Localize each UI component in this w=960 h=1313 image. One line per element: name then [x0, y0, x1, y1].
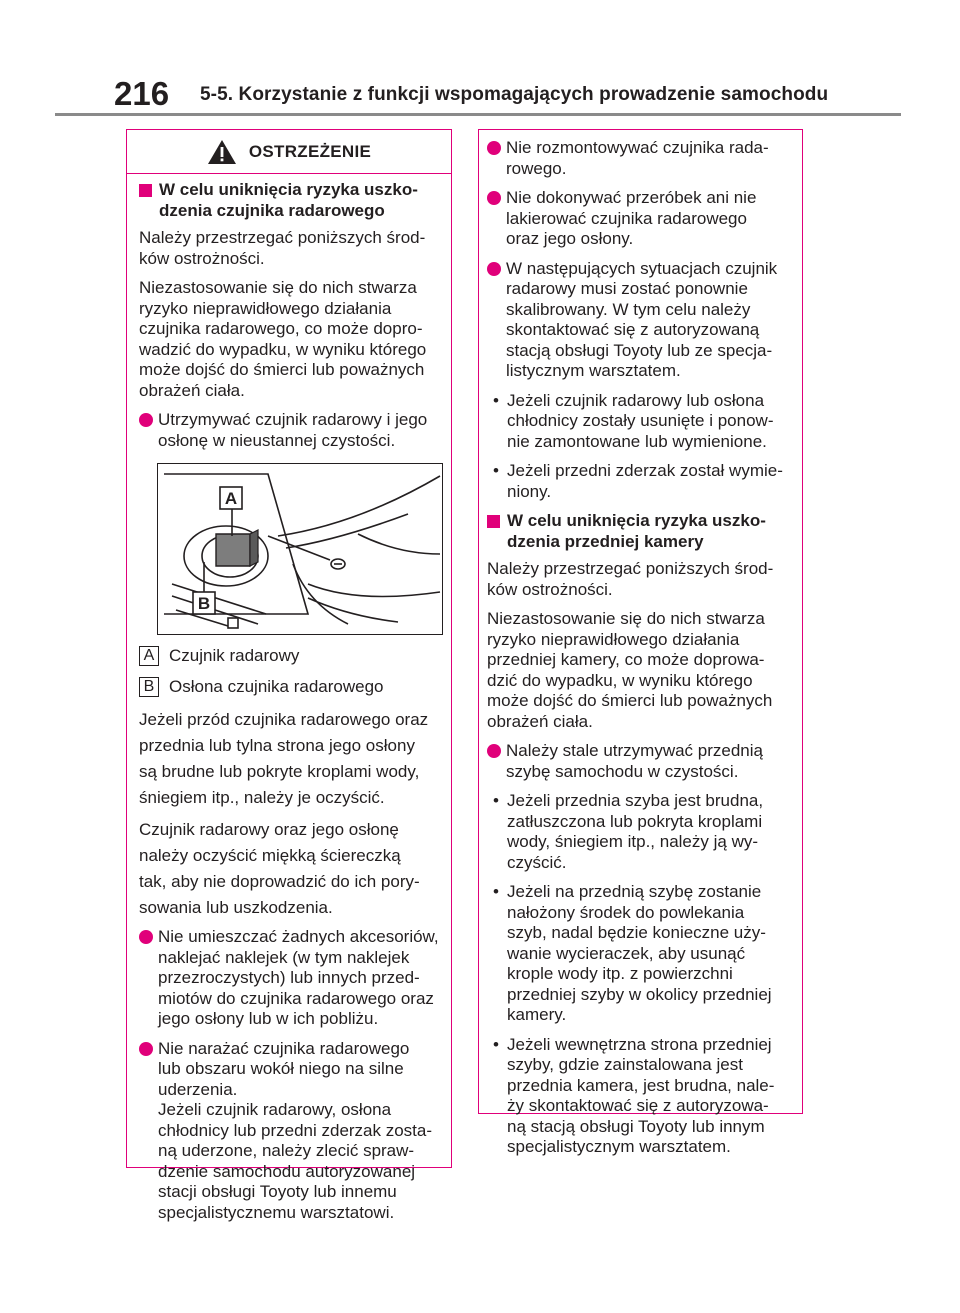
section-title: 5-5. Korzystanie z funkcji wspomagających prowadzenie samochodu: [200, 84, 829, 105]
bullet-no-impacts: Nie narażać czujnika radarowego lub obszaru wokół niego na silne uderzenia. Jeżeli czujnik radarowy, osłona chłodnicy lub przedni zderzak zosta- ną uderzone, należy zlecić spraw- dzenie samochodu autoryzowanej stacji obsługi Toyoty lub innemu specjalistycznemu warsztatowi.: [139, 1039, 443, 1224]
bullet-no-disassembly: Nie rozmontowywać czujnika rada- rowego.: [487, 138, 797, 179]
legend-text-a: Czujnik radarowy: [169, 646, 300, 665]
bullet-dot-icon: [139, 413, 153, 427]
legend-item-a: [139, 645, 443, 667]
bullet-no-modifications: Nie dokonywać przeróbek ani nie lakierować czujnika radarowego oraz jego osłony.: [487, 188, 797, 250]
paragraph-precautions-camera: Należy przestrzegać poniższych środ- ków ostrożności.: [487, 559, 774, 599]
warning-box-right: [478, 129, 803, 1156]
bullet-no-accessories: Nie umieszczać żadnych akcesoriów, naklejać naklejek (w tym naklejek przezroczystych) lub innych przed- miotów do czujnika radarowego oraz jego osłony lub w ich pobliżu.: [139, 927, 443, 1030]
paragraph-risk: Niezastosowanie się do nich stwarza ryzyko nieprawidłowego działania czujnika radarowego, co może dopro- wadzić do wypadku, w wyniku którego może dojść do śmierci lub poważnych obrażeń ciała.: [139, 278, 427, 400]
sub-bullet-mark: •: [493, 791, 499, 810]
bullet-calibration: W następujących sytuacjach czujnik radarowy musi zostać ponownie skalibrowany. W tym celu należy skontaktować się z autoryzowaną stacją obsługi Toyoty lub ze specja- listycznym warsztatem.: [487, 259, 797, 382]
sub-bullet-mark: •: [493, 1034, 499, 1054]
section-heading-radar: W celu uniknięcia ryzyka uszko- dzenia czujnika radarowego: [139, 180, 443, 221]
warning-title: OSTRZEŻENIE: [248, 141, 372, 161]
sub-item-inner-windshield: • Jeżeli wewnętrzna strona przedniej szyby, gdzie zainstalowana jest przednia kamera, jest brudna, nale- ży skontaktować się z autoryzowa- ną stacją obsługi Toyoty lub innym specjalistycznym warsztatem.: [493, 1034, 775, 1156]
radar-sensor-illustration: [157, 463, 443, 635]
bullet-dot-icon: [487, 191, 501, 205]
sub-bullet-mark: •: [493, 390, 499, 410]
legend-label-b: B: [139, 677, 159, 697]
paragraph-risk-camera: Niezastosowanie się do nich stwarza ryzyko nieprawidłowego działania przedniej kamery, co może doprowa- dzić do wypadku, w wyniku którego może dojść do śmierci lub poważnych obrażeń ciała.: [487, 609, 773, 731]
paragraph-cleaning-method: Czujnik radarowy oraz jego osłonę należy oczyścić miękką ściereczką tak, aby nie doprowadzić do ich pory- sowania lub uszkodzenia.: [139, 820, 420, 917]
warning-triangle-icon: [207, 139, 237, 165]
warning-box-left: [126, 129, 452, 1222]
section-heading-camera: W celu uniknięcia ryzyka uszko- dzenia przedniej kamery: [487, 511, 797, 552]
heading-square-icon: [487, 515, 500, 528]
bullet-dot-icon: [139, 930, 153, 944]
car-front-drawing: [158, 464, 443, 635]
bullet-dot-icon: [487, 262, 501, 276]
figure-label-b: B: [197, 594, 211, 613]
bullet-keep-windshield-clean: Należy stale utrzymywać przednią szybę samochodu w czystości.: [487, 741, 797, 782]
header-divider: [55, 113, 901, 116]
heading-square-icon: [139, 184, 152, 197]
sub-item-coating: • Jeżeli na przednią szybę zostanie nałożony środek do powlekania szyb, nadal będzie konieczne uży- wanie wycieraczek, aby usunąć krople wody itp. z powierzchni przedniej szyby w okolicy przedniej kamery.: [493, 882, 772, 1024]
sub-item-windshield-dirty: • Jeżeli przednia szyba jest brudna, zatłuszczona lub pokryta kroplami wody, śniegiem itp., należy ją wy- czyścić.: [493, 791, 764, 872]
legend-label-a: A: [139, 646, 159, 666]
bullet-dot-icon: [487, 141, 501, 155]
bullet-dot-icon: [139, 1042, 153, 1056]
page-header: [0, 0, 960, 118]
bullet-keep-clean: Utrzymywać czujnik radarowy i jego osłonę w nieustannej czystości.: [139, 410, 443, 451]
left-content: [139, 180, 443, 1232]
legend-text-b: Osłona czujnika radarowego: [169, 677, 384, 696]
right-content: [487, 138, 797, 1167]
legend-item-b: [139, 676, 443, 698]
sub-item-sensor-removed: • Jeżeli czujnik radarowy lub osłona chłodnicy zostały usunięte i ponow- nie zamontowane lub wymienione.: [493, 390, 774, 451]
figure-label-a: A: [224, 489, 238, 508]
warning-header: [127, 130, 451, 174]
sub-bullet-mark: •: [493, 882, 499, 901]
sub-bullet-mark: •: [493, 461, 499, 480]
paragraph-cleaning-front: Jeżeli przód czujnika radarowego oraz przednia lub tylna strona jego osłony są brudne lub pokryte kroplami wody, śniegiem itp., należy je oczyścić.: [139, 710, 429, 807]
page-number: 216: [114, 75, 170, 112]
bullet-dot-icon: [487, 744, 501, 758]
sub-item-bumper-replaced: • Jeżeli przedni zderzak został wymie- niony.: [493, 461, 783, 501]
paragraph-precautions: Należy przestrzegać poniższych środ- ków ostrożności.: [139, 228, 426, 268]
